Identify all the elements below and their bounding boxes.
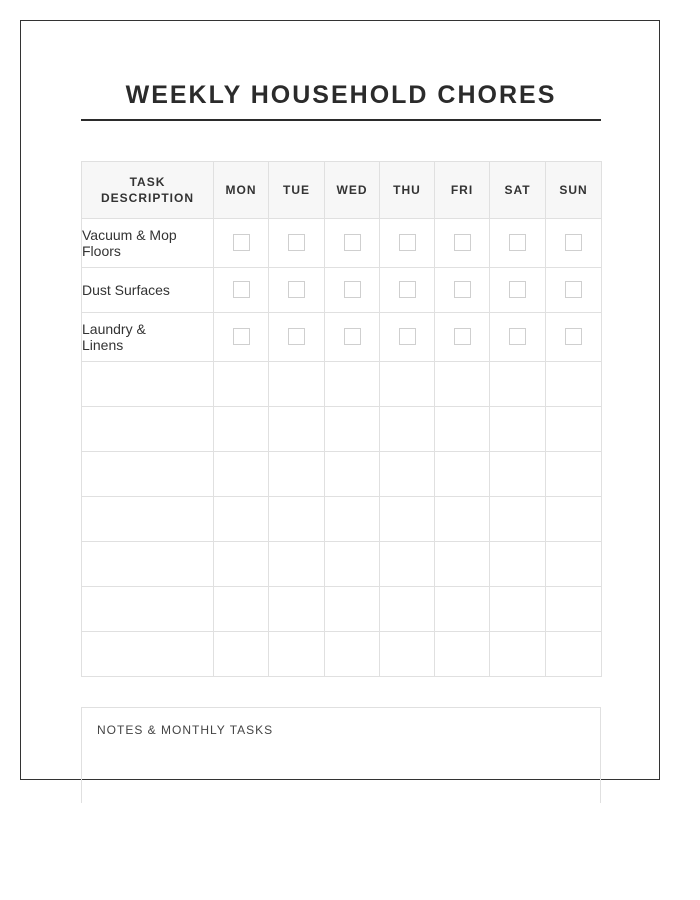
empty-day-cell[interactable] — [546, 632, 602, 677]
title-divider — [81, 119, 601, 121]
empty-day-cell[interactable] — [214, 362, 269, 407]
empty-day-cell[interactable] — [325, 407, 380, 452]
day-cell — [490, 313, 546, 362]
empty-day-cell[interactable] — [380, 542, 435, 587]
day-cell — [325, 313, 380, 362]
notes-label: NOTES & MONTHLY TASKS — [97, 723, 274, 737]
empty-task-cell[interactable] — [82, 452, 214, 497]
checkbox-sun[interactable] — [565, 328, 582, 345]
empty-day-cell[interactable] — [269, 407, 325, 452]
empty-day-cell[interactable] — [435, 362, 490, 407]
day-cell — [269, 219, 325, 268]
task-row — [82, 219, 602, 268]
empty-day-cell[interactable] — [435, 407, 490, 452]
empty-day-cell[interactable] — [214, 632, 269, 677]
notes-box[interactable] — [81, 707, 601, 803]
empty-day-cell[interactable] — [435, 632, 490, 677]
empty-day-cell[interactable] — [490, 587, 546, 632]
day-cell — [269, 268, 325, 313]
empty-day-cell[interactable] — [214, 452, 269, 497]
empty-day-cell[interactable] — [435, 452, 490, 497]
checkbox-tue[interactable] — [288, 281, 305, 298]
empty-day-cell[interactable] — [269, 362, 325, 407]
empty-task-cell[interactable] — [82, 542, 214, 587]
checkbox-sat[interactable] — [509, 281, 526, 298]
empty-day-cell[interactable] — [269, 632, 325, 677]
day-cell — [546, 268, 602, 313]
empty-day-cell[interactable] — [325, 632, 380, 677]
task-header-line1: TASK — [129, 175, 166, 189]
task-row — [82, 313, 602, 362]
task-label-line2: Linens — [82, 337, 124, 353]
checkbox-sat[interactable] — [509, 234, 526, 251]
task-description-header — [82, 162, 214, 219]
empty-day-cell[interactable] — [435, 497, 490, 542]
day-header-thu: THU — [380, 162, 435, 219]
empty-day-cell[interactable] — [546, 497, 602, 542]
day-cell — [546, 219, 602, 268]
checkbox-fri[interactable] — [454, 328, 471, 345]
checkbox-fri[interactable] — [454, 281, 471, 298]
checkbox-sun[interactable] — [565, 234, 582, 251]
checkbox-fri[interactable] — [454, 234, 471, 251]
task-cell — [82, 313, 214, 362]
empty-day-cell[interactable] — [269, 452, 325, 497]
checkbox-tue[interactable] — [288, 234, 305, 251]
checkbox-thu[interactable] — [399, 281, 416, 298]
empty-task-cell[interactable] — [82, 632, 214, 677]
task-row — [82, 268, 602, 313]
empty-task-cell[interactable] — [82, 587, 214, 632]
empty-day-cell[interactable] — [269, 587, 325, 632]
task-label-line1: Laundry & — [82, 321, 146, 337]
empty-day-cell[interactable] — [214, 587, 269, 632]
checkbox-mon[interactable] — [233, 328, 250, 345]
checkbox-thu[interactable] — [399, 234, 416, 251]
day-cell — [435, 313, 490, 362]
empty-day-cell[interactable] — [490, 407, 546, 452]
empty-day-cell[interactable] — [546, 542, 602, 587]
empty-day-cell[interactable] — [380, 587, 435, 632]
page-title: WEEKLY HOUSEHOLD CHORES — [125, 81, 557, 109]
empty-row — [82, 632, 602, 677]
task-label-line2: Floors — [82, 243, 121, 259]
empty-day-cell[interactable] — [435, 542, 490, 587]
empty-row — [82, 587, 602, 632]
task-label-line1: Vacuum & Mop — [82, 227, 177, 243]
checkbox-wed[interactable] — [344, 328, 361, 345]
empty-day-cell[interactable] — [325, 587, 380, 632]
task-cell — [82, 268, 214, 313]
chores-table — [81, 161, 602, 677]
day-cell — [490, 219, 546, 268]
task-label-line1: Dust Surfaces — [82, 282, 170, 298]
day-header-tue: TUE — [269, 162, 325, 219]
checkbox-sat[interactable] — [509, 328, 526, 345]
empty-day-cell[interactable] — [214, 407, 269, 452]
empty-day-cell[interactable] — [269, 497, 325, 542]
day-cell — [214, 313, 269, 362]
empty-day-cell[interactable] — [325, 497, 380, 542]
task-header-line2: DESCRIPTION — [100, 191, 194, 205]
empty-day-cell[interactable] — [546, 452, 602, 497]
checkbox-sun[interactable] — [565, 281, 582, 298]
day-cell — [269, 313, 325, 362]
empty-day-cell[interactable] — [490, 542, 546, 587]
day-cell — [435, 268, 490, 313]
empty-task-cell[interactable] — [82, 407, 214, 452]
empty-day-cell[interactable] — [546, 407, 602, 452]
day-cell — [214, 219, 269, 268]
day-header-wed: WED — [325, 162, 380, 219]
empty-row — [82, 407, 602, 452]
empty-day-cell[interactable] — [546, 362, 602, 407]
empty-day-cell[interactable] — [325, 542, 380, 587]
day-cell — [380, 313, 435, 362]
task-cell — [82, 219, 214, 268]
empty-day-cell[interactable] — [214, 542, 269, 587]
empty-row — [82, 452, 602, 497]
checkbox-mon[interactable] — [233, 234, 250, 251]
day-cell — [380, 219, 435, 268]
checkbox-mon[interactable] — [233, 281, 250, 298]
day-header-sun: SUN — [546, 162, 602, 219]
day-cell — [325, 268, 380, 313]
empty-day-cell[interactable] — [490, 497, 546, 542]
empty-row — [82, 497, 602, 542]
day-header-fri: FRI — [435, 162, 490, 219]
empty-day-cell[interactable] — [325, 362, 380, 407]
day-cell — [490, 268, 546, 313]
checkbox-thu[interactable] — [399, 328, 416, 345]
empty-task-cell[interactable] — [82, 362, 214, 407]
day-cell — [325, 219, 380, 268]
day-cell — [214, 268, 269, 313]
empty-task-cell[interactable] — [82, 497, 214, 542]
empty-day-cell[interactable] — [490, 632, 546, 677]
day-cell — [380, 268, 435, 313]
checkbox-wed[interactable] — [344, 281, 361, 298]
checkbox-wed[interactable] — [344, 234, 361, 251]
empty-day-cell[interactable] — [269, 542, 325, 587]
empty-day-cell[interactable] — [380, 362, 435, 407]
empty-day-cell[interactable] — [490, 452, 546, 497]
empty-row — [82, 362, 602, 407]
header-row — [82, 162, 602, 219]
empty-day-cell[interactable] — [380, 452, 435, 497]
empty-day-cell[interactable] — [380, 632, 435, 677]
day-cell — [546, 313, 602, 362]
day-header-sat: SAT — [490, 162, 546, 219]
empty-day-cell[interactable] — [380, 407, 435, 452]
empty-day-cell[interactable] — [325, 452, 380, 497]
empty-day-cell[interactable] — [380, 497, 435, 542]
empty-day-cell[interactable] — [435, 587, 490, 632]
empty-day-cell[interactable] — [214, 497, 269, 542]
empty-day-cell[interactable] — [490, 362, 546, 407]
empty-day-cell[interactable] — [546, 587, 602, 632]
day-header-mon: MON — [214, 162, 269, 219]
day-cell — [435, 219, 490, 268]
empty-row — [82, 542, 602, 587]
checkbox-tue[interactable] — [288, 328, 305, 345]
